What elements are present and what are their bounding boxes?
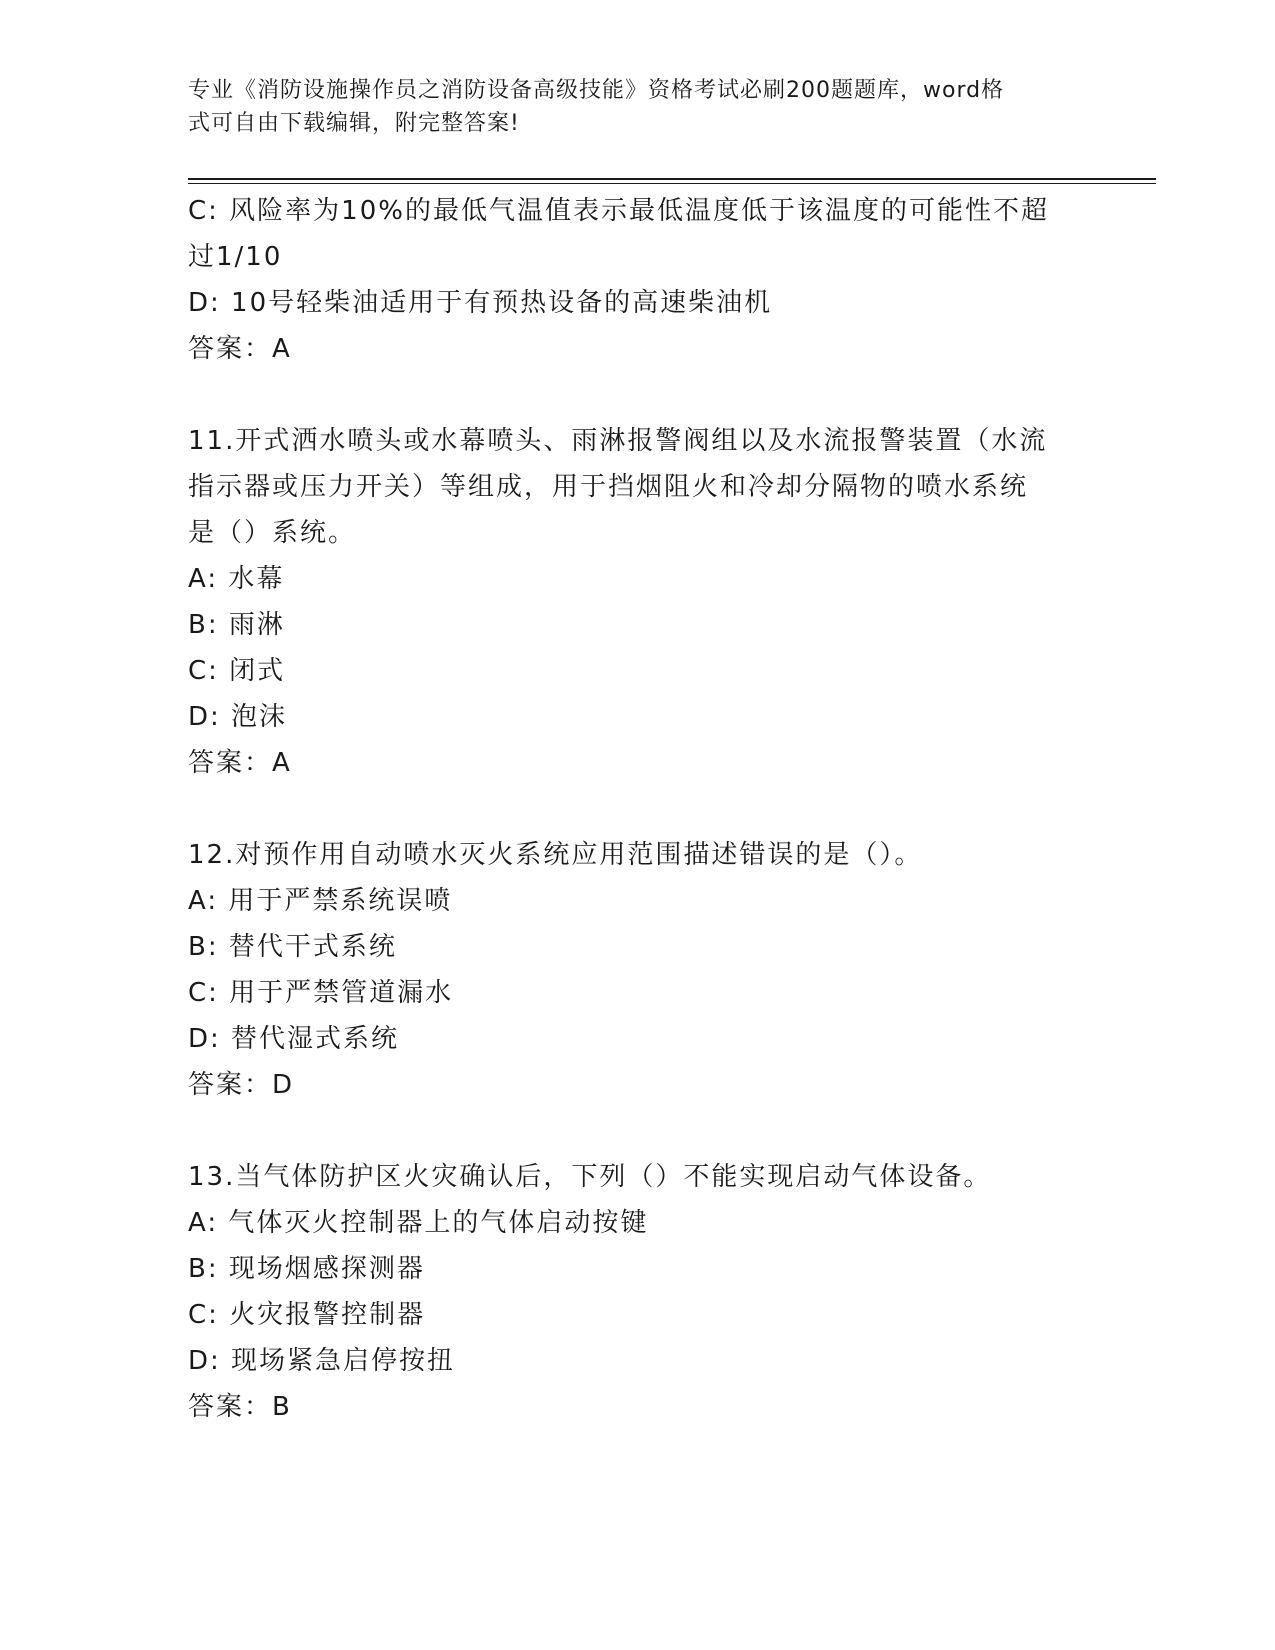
option-a: A: 气体灭火控制器上的气体启动按键: [188, 1208, 649, 1238]
question-content: [188, 188, 1078, 1430]
question-13: [188, 1154, 1078, 1430]
question-stem: 13.当气体防护区火灾确认后，下列（）不能实现启动气体设备。: [188, 1162, 992, 1192]
question-10-continued: [188, 188, 1078, 372]
option-d: D: 10号轻柴油适用于有预热设备的高速柴油机: [188, 288, 773, 318]
question-stem: 11.开式洒水喷头或水幕喷头、雨淋报警阀组以及水流报警装置（水流: [188, 426, 1048, 456]
question-stem: 12.对预作用自动喷水灭火系统应用范围描述错误的是（）。: [188, 840, 923, 870]
option-c: C: 闭式: [188, 656, 286, 686]
option-a: A: 水幕: [188, 564, 285, 594]
question-11: [188, 418, 1078, 786]
question-12: [188, 832, 1078, 1108]
answer: 答案：A: [188, 334, 292, 364]
answer: 答案：B: [188, 1392, 292, 1422]
option-a: A: 用于严禁系统误喷: [188, 886, 453, 916]
option-d: D: 泡沫: [188, 702, 288, 732]
header-divider-thin: [188, 183, 1156, 184]
spacer: [188, 1108, 1078, 1154]
option-b: B: 现场烟感探测器: [188, 1254, 425, 1284]
answer: 答案：D: [188, 1070, 295, 1100]
option-c: C: 用于严禁管道漏水: [188, 978, 454, 1008]
option-c: C: 风险率为10%的最低气温值表示最低温度低于该温度的可能性不超: [188, 196, 1049, 226]
option-c: C: 火灾报警控制器: [188, 1300, 426, 1330]
option-d: D: 替代湿式系统: [188, 1024, 400, 1054]
answer: 答案：A: [188, 748, 292, 778]
question-stem: 指示器或压力开关）等组成，用于挡烟阻火和冷却分隔物的喷水系统: [188, 472, 1029, 502]
spacer: [188, 372, 1078, 418]
page-header: [188, 74, 1068, 140]
header-divider-thick: [188, 178, 1156, 180]
header-title-line-1: 专业《消防设施操作员之消防设备高级技能》资格考试必刷200题题库，word格: [188, 78, 1005, 103]
option-d: D: 现场紧急启停按扭: [188, 1346, 456, 1376]
option-b: B: 雨淋: [188, 610, 285, 640]
question-stem: 是（）系统。: [188, 518, 357, 548]
option-b: B: 替代干式系统: [188, 932, 397, 962]
spacer: [188, 786, 1078, 832]
option-c-continued: 过1/10: [188, 242, 283, 272]
header-title-line-2: 式可自由下载编辑，附完整答案!: [188, 111, 520, 136]
